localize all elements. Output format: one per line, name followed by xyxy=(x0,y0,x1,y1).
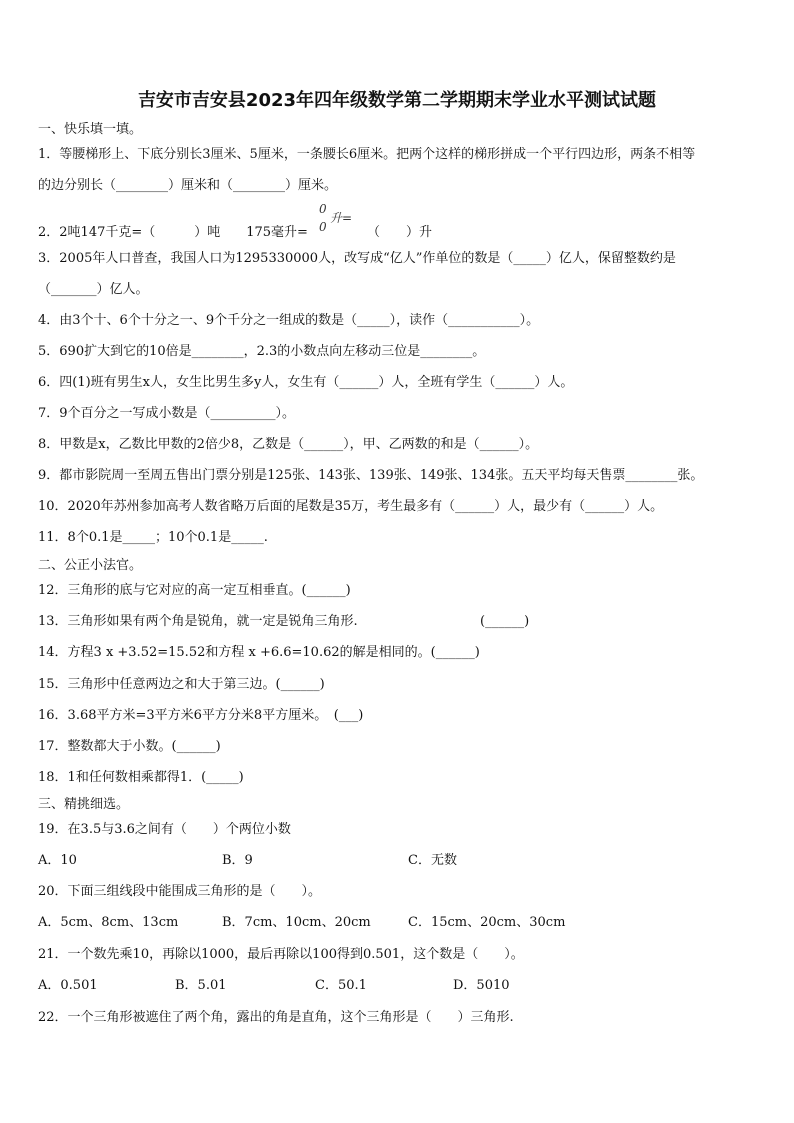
question-1-line-2: 的边分别长（________）厘米和（________）厘米。 xyxy=(38,178,338,193)
question-18: 18．1和任何数相乘都得1．(_____) xyxy=(38,770,244,785)
section-3-heading: 三、精挑细选。 xyxy=(38,797,130,812)
fraction-denominator: 0 xyxy=(319,220,327,234)
question-6: 6．四(1)班有男生x人，女生比男生多y人，女生有（______）人，全班有学生（______）人。 xyxy=(38,375,574,390)
question-20: 20．下面三组线段中能围成三角形的是（ ）。 xyxy=(38,884,322,899)
question-4: 4．由3个十、6个十分之一、9个千分之一组成的数是（_____），读作（___________）。 xyxy=(38,313,540,328)
fraction-numerator: 0 xyxy=(319,202,327,216)
question-12: 12．三角形的底与它对应的高一定互相垂直。(______) xyxy=(38,583,351,598)
question-8: 8．甲数是x，乙数比甲数的2倍少8，乙数是（______），甲、乙两数的和是（______）。 xyxy=(38,437,539,452)
question-19: 19．在3.5与3.6之间有（ ）个两位小数 xyxy=(38,822,291,837)
question-20-option-c: C．15cm、20cm、30cm xyxy=(408,915,566,930)
question-2-blank: （ ）升 xyxy=(367,225,433,240)
fraction-unit: 升= xyxy=(330,211,353,225)
question-13: 13．三角形如果有两个角是锐角，就一定是锐角三角形. xyxy=(38,614,358,629)
question-2-text: 2．2吨147千克=（ ）吨 175毫升= xyxy=(38,225,308,240)
question-7: 7．9个百分之一写成小数是（__________）。 xyxy=(38,406,296,421)
question-1-line-1: 1．等腰梯形上、下底分别长3厘米、5厘米，一条腰长6厘米。把两个这样的梯形拼成一个平行四边形，两条不相等 xyxy=(38,147,696,162)
question-19-option-b: B．9 xyxy=(222,853,253,868)
question-22: 22．一个三角形被遮住了两个角，露出的角是直角，这个三角形是（ ）三角形. xyxy=(38,1010,514,1025)
question-15: 15．三角形中任意两边之和大于第三边。(______) xyxy=(38,677,325,692)
question-16: 16．3.68平方米=3平方米6平方分米8平方厘米。 (___) xyxy=(38,708,364,723)
question-21-option-b: B．5.01 xyxy=(175,978,227,993)
question-10: 10．2020年苏州参加高考人数省略万后面的尾数是35万，考生最多有（______）人，最少有（______）人。 xyxy=(38,499,664,514)
question-3-line-1: 3．2005年人口普查，我国人口为1295330000人，改写成“亿人”作单位的数是（_____）亿人，保留整数约是 xyxy=(38,251,676,266)
question-21-option-a: A．0.501 xyxy=(38,978,98,993)
question-21-option-c: C．50.1 xyxy=(315,978,367,993)
question-9: 9．都市影院周一至周五售出门票分别是125张、143张、139张、149张、134张。五天平均每天售票________张。 xyxy=(38,468,704,483)
question-21-option-d: D．5010 xyxy=(453,978,510,993)
question-14: 14．方程3 x +3.52=15.52和方程 x +6.6=10.62的解是相同的。(______) xyxy=(38,645,480,660)
question-5: 5．690扩大到它的10倍是________，2.3的小数点向左移动三位是________。 xyxy=(38,344,486,359)
question-20-option-b: B．7cm、10cm、20cm xyxy=(222,915,371,930)
question-3-line-2: （_______）亿人。 xyxy=(38,282,149,297)
question-20-option-a: A．5cm、8cm、13cm xyxy=(38,915,179,930)
question-21: 21．一个数先乘10，再除以1000，最后再除以100得到0.501，这个数是（ ）。 xyxy=(38,947,524,962)
question-19-option-c: C．无数 xyxy=(408,853,457,868)
question-11: 11．8个0.1是_____；10个0.1是_____. xyxy=(38,530,268,545)
section-1-heading: 一、快乐填一填。 xyxy=(38,122,143,137)
question-19-option-a: A．10 xyxy=(38,853,77,868)
page-title: 吉安市吉安县2023年四年级数学第二学期期末学业水平测试试题 xyxy=(137,90,657,111)
question-17: 17．整数都大于小数。(______) xyxy=(38,739,221,754)
question-13-blank: (______) xyxy=(480,614,530,629)
section-2-heading: 二、公正小法官。 xyxy=(38,558,143,573)
